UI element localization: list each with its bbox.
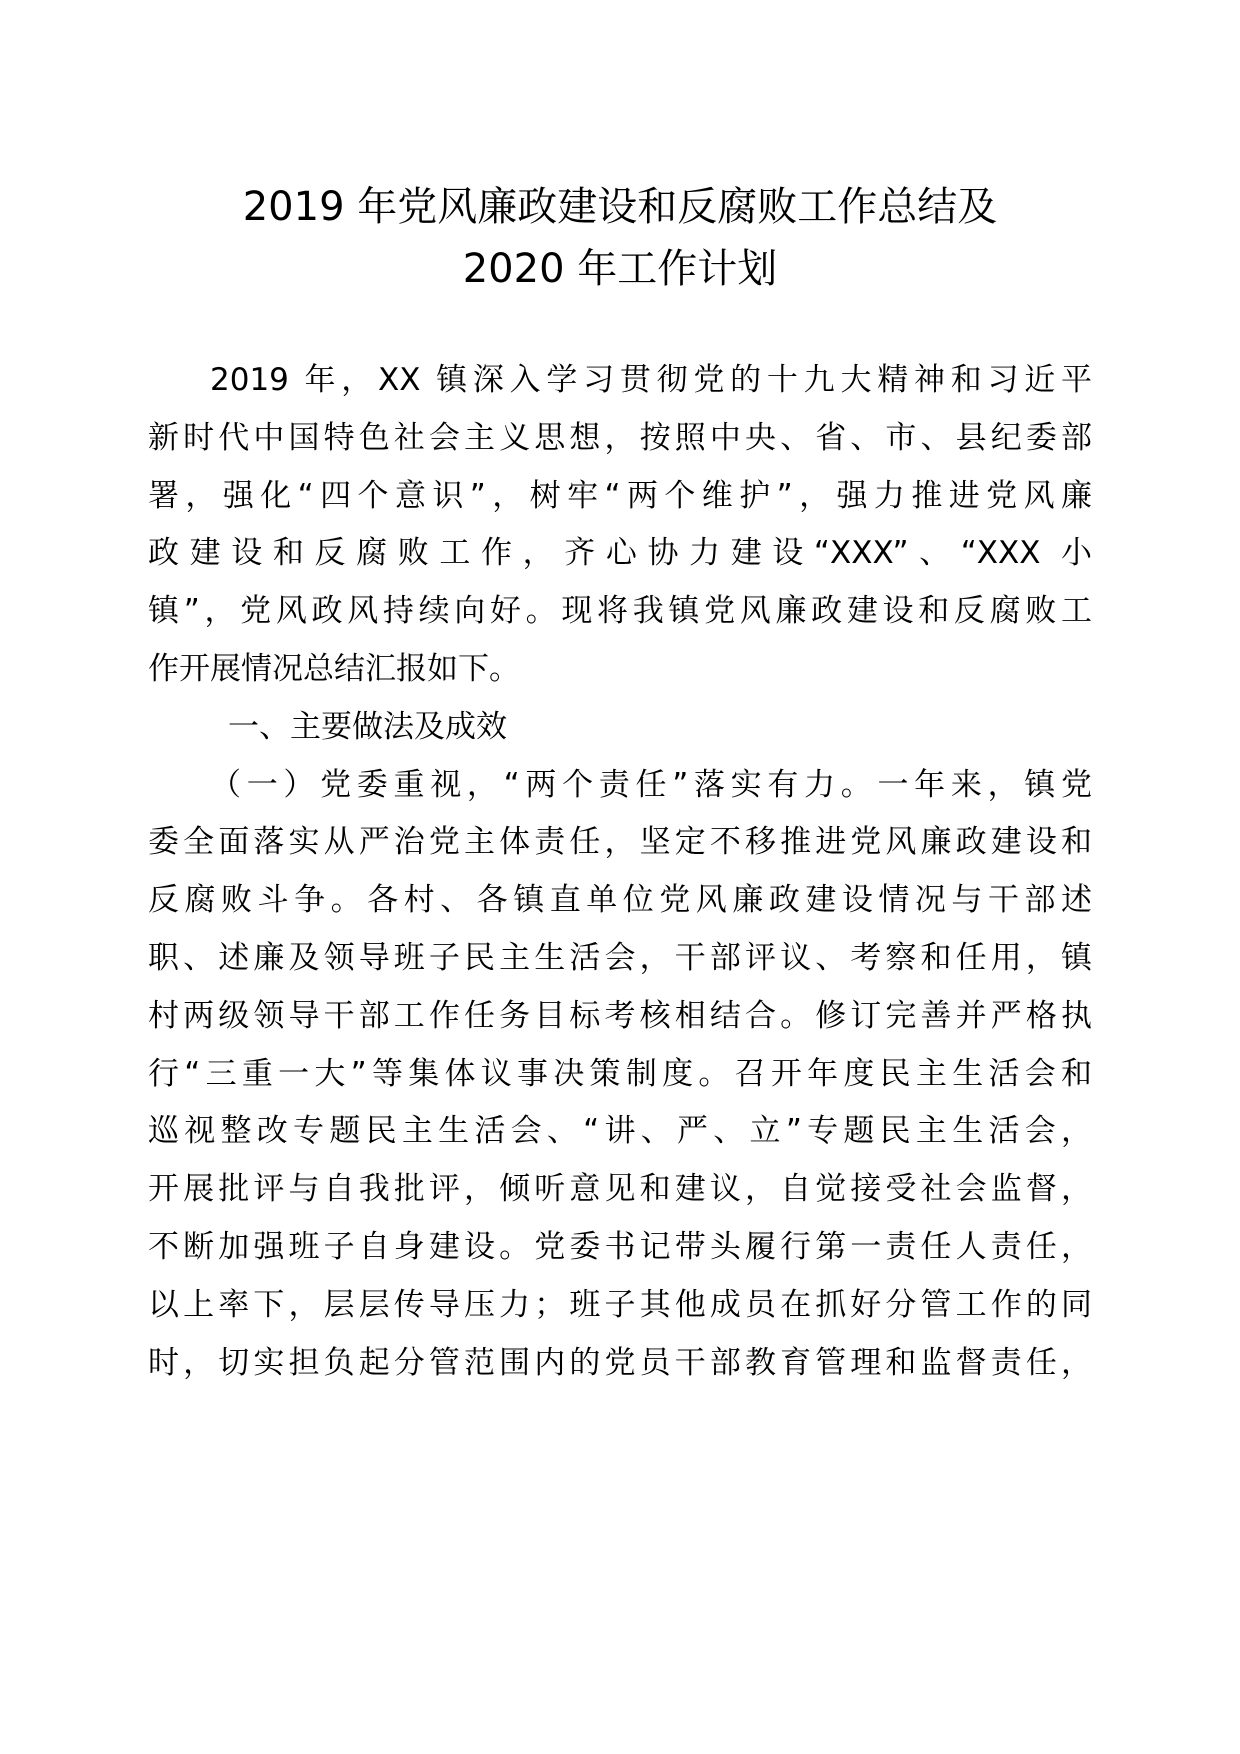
paragraph-line: 行“三重一大”等集体议事决策制度。召开年度民主生活会和 bbox=[148, 1055, 1092, 1092]
paragraph-line: 反腐败斗争。各村、各镇直单位党风廉政建设情况与干部述 bbox=[148, 882, 1092, 919]
paragraph-line: 村两级领导干部工作任务目标考核相结合。修订完善并严格执 bbox=[148, 997, 1092, 1034]
paragraph-line: 不断加强班子自身建设。党委书记带头履行第一责任人责任， bbox=[148, 1228, 1092, 1265]
title-line-1: 2019 年党风廉政建设和反腐败工作总结及 bbox=[242, 184, 998, 230]
title-line-2: 2020 年工作计划 bbox=[462, 246, 778, 292]
intro-paragraph bbox=[148, 352, 1092, 699]
subsection-paragraph bbox=[148, 757, 1092, 1393]
paragraph-line: 职、述廉及领导班子民主生活会，干部评议、考察和任用，镇 bbox=[148, 939, 1092, 976]
paragraph-line: 开展批评与自我批评，倾听意见和建议，自觉接受社会监督， bbox=[148, 1171, 1092, 1208]
paragraph-line: （一）党委重视，“两个责任”落实有力。一年来，镇党 bbox=[210, 766, 1092, 803]
paragraph-line: 政建设和反腐败工作，齐心协力建设“XXX”、“XXX 小 bbox=[148, 535, 1092, 572]
paragraph-line: 镇”，党风政风持续向好。现将我镇党风廉政建设和反腐败工 bbox=[148, 593, 1092, 630]
paragraph-line: 以上率下，层层传导压力；班子其他成员在抓好分管工作的同 bbox=[148, 1286, 1092, 1323]
paragraph-line: 署，强化“四个意识”，树牢“两个维护”，强力推进党风廉 bbox=[148, 477, 1092, 514]
paragraph-line: 作开展情况总结汇报如下。 bbox=[148, 650, 520, 687]
paragraph-line: 巡视整改专题民主生活会、“讲、严、立”专题民主生活会， bbox=[148, 1113, 1092, 1150]
paragraph-line: 委全面落实从严治党主体责任，坚定不移推进党风廉政建设和 bbox=[148, 824, 1092, 861]
paragraph-line: 时，切实担负起分管范围内的党员干部教育管理和监督责任， bbox=[148, 1344, 1092, 1381]
document-title bbox=[148, 176, 1092, 300]
section-heading: 一、主要做法及成效 bbox=[228, 708, 507, 745]
paragraph-line: 新时代中国特色社会主义思想，按照中央、省、市、县纪委部 bbox=[148, 419, 1092, 456]
document-body bbox=[148, 352, 1092, 1392]
paragraph-line: 2019 年，XX 镇深入学习贯彻党的十九大精神和习近平 bbox=[210, 362, 1092, 398]
